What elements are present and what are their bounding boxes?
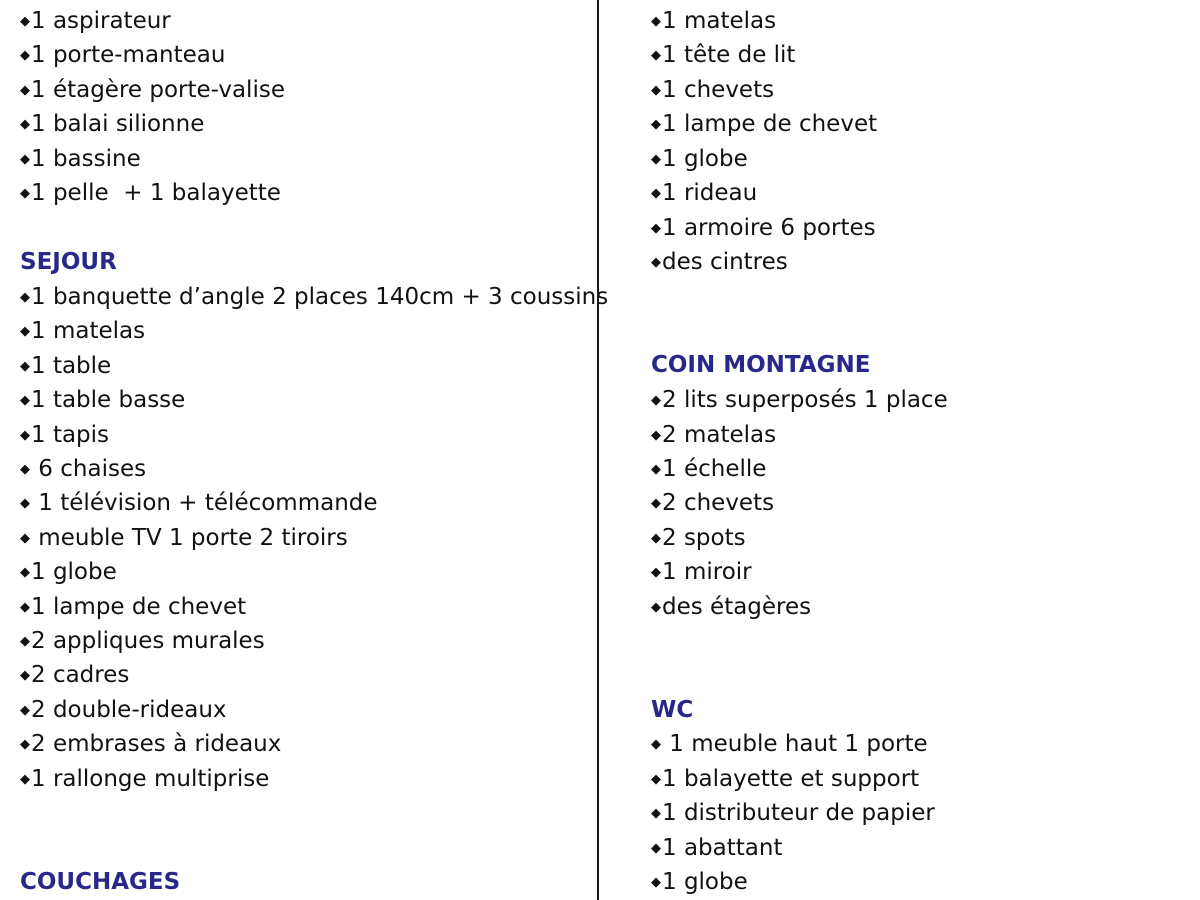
bullet-diamond-icon: ◆: [651, 255, 661, 270]
bullet-diamond-icon: ◆: [651, 841, 661, 856]
bullet-diamond-icon: ◆: [20, 117, 30, 132]
bullet-diamond-icon: ◆: [651, 117, 661, 132]
bullet-diamond-icon: ◆: [20, 600, 30, 615]
bullet-diamond-icon: ◆: [20, 83, 30, 98]
list-item: ◆1 échelle: [651, 454, 766, 484]
bullet-diamond-icon: ◆: [651, 83, 661, 98]
list-item: ◆des cintres: [651, 247, 788, 277]
list-item: ◆1 abattant: [651, 833, 782, 863]
list-item: ◆2 chevets: [651, 488, 774, 518]
bullet-diamond-icon: ◆: [651, 462, 661, 477]
bullet-diamond-icon: ◆: [20, 428, 30, 443]
bullet-diamond-icon: ◆: [20, 324, 30, 339]
bullet-diamond-icon: ◆: [651, 393, 661, 408]
list-item: ◆1 globe: [20, 557, 117, 587]
bullet-diamond-icon: ◆: [651, 772, 661, 787]
list-item: ◆1 table: [20, 351, 111, 381]
list-item: ◆2 lits superposés 1 place: [651, 385, 948, 415]
list-item: ◆1 bassine: [20, 144, 141, 174]
bullet-diamond-icon: ◆: [651, 152, 661, 167]
bullet-diamond-icon: ◆: [651, 806, 661, 821]
bullet-diamond-icon: ◆: [651, 48, 661, 63]
bullet-diamond-icon: ◆: [20, 703, 30, 718]
bullet-diamond-icon: ◆: [20, 48, 30, 63]
list-item: ◆2 embrases à rideaux: [20, 729, 281, 759]
list-item: ◆2 spots: [651, 523, 746, 553]
bullet-diamond-icon: ◆: [20, 772, 30, 787]
list-item: ◆1 porte-manteau: [20, 40, 225, 70]
list-item: ◆1 rideau: [651, 178, 757, 208]
bullet-diamond-icon: ◆: [20, 668, 30, 683]
list-item: ◆1 globe: [651, 144, 748, 174]
bullet-diamond-icon: ◆: [20, 290, 30, 305]
bullet-diamond-icon: ◆: [651, 221, 661, 236]
bullet-diamond-icon: ◆: [20, 462, 30, 477]
list-item: ◆1 distributeur de papier: [651, 798, 935, 828]
list-item: ◆ 1 meuble haut 1 porte: [651, 729, 928, 759]
list-item: ◆2 appliques murales: [20, 626, 265, 656]
bullet-diamond-icon: ◆: [20, 393, 30, 408]
list-item: ◆1 tête de lit: [651, 40, 795, 70]
list-item: ◆1 tapis: [20, 420, 109, 450]
list-item: ◆1 chevets: [651, 75, 774, 105]
bullet-diamond-icon: ◆: [20, 634, 30, 649]
list-item: ◆des étagères: [651, 592, 811, 622]
bullet-diamond-icon: ◆: [651, 565, 661, 580]
list-item: ◆1 aspirateur: [20, 6, 171, 36]
list-item: ◆1 matelas: [651, 6, 776, 36]
column-divider: [597, 0, 599, 900]
list-item: ◆ meuble TV 1 porte 2 tiroirs: [20, 523, 348, 553]
list-item: ◆1 banquette d’angle 2 places 140cm + 3 coussins: [20, 282, 608, 312]
list-item: ◆1 globe: [651, 867, 748, 897]
bullet-diamond-icon: ◆: [20, 496, 30, 511]
list-item: ◆2 matelas: [651, 420, 776, 450]
section-title-coin-montagne: COIN MONTAGNE: [651, 352, 871, 378]
list-item: ◆ 1 télévision + télécommande: [20, 488, 378, 518]
bullet-diamond-icon: ◆: [20, 531, 30, 546]
list-item: ◆1 rallonge multiprise: [20, 764, 269, 794]
bullet-diamond-icon: ◆: [651, 531, 661, 546]
bullet-diamond-icon: ◆: [20, 737, 30, 752]
list-item: ◆2 cadres: [20, 660, 129, 690]
list-item: ◆1 armoire 6 portes: [651, 213, 876, 243]
list-item: ◆1 étagère porte-valise: [20, 75, 285, 105]
bullet-diamond-icon: ◆: [651, 428, 661, 443]
list-item: ◆1 table basse: [20, 385, 185, 415]
list-item: ◆2 double-rideaux: [20, 695, 227, 725]
bullet-diamond-icon: ◆: [651, 186, 661, 201]
list-item: ◆1 balayette et support: [651, 764, 919, 794]
bullet-diamond-icon: ◆: [651, 875, 661, 890]
list-item: ◆1 miroir: [651, 557, 752, 587]
bullet-diamond-icon: ◆: [651, 737, 661, 752]
list-item: ◆ 6 chaises: [20, 454, 146, 484]
bullet-diamond-icon: ◆: [20, 14, 30, 29]
bullet-diamond-icon: ◆: [20, 186, 30, 201]
bullet-diamond-icon: ◆: [651, 14, 661, 29]
bullet-diamond-icon: ◆: [651, 496, 661, 511]
bullet-diamond-icon: ◆: [20, 152, 30, 167]
section-title-couchages: COUCHAGES: [20, 869, 181, 895]
section-title-sejour: SEJOUR: [20, 249, 117, 275]
list-item: ◆1 balai silionne: [20, 109, 204, 139]
bullet-diamond-icon: ◆: [651, 600, 661, 615]
list-item: ◆1 lampe de chevet: [651, 109, 877, 139]
list-item: ◆1 matelas: [20, 316, 145, 346]
section-title-wc: WC: [651, 697, 694, 723]
list-item: ◆1 pelle + 1 balayette: [20, 178, 281, 208]
list-item: ◆1 lampe de chevet: [20, 592, 246, 622]
bullet-diamond-icon: ◆: [20, 565, 30, 580]
bullet-diamond-icon: ◆: [20, 359, 30, 374]
